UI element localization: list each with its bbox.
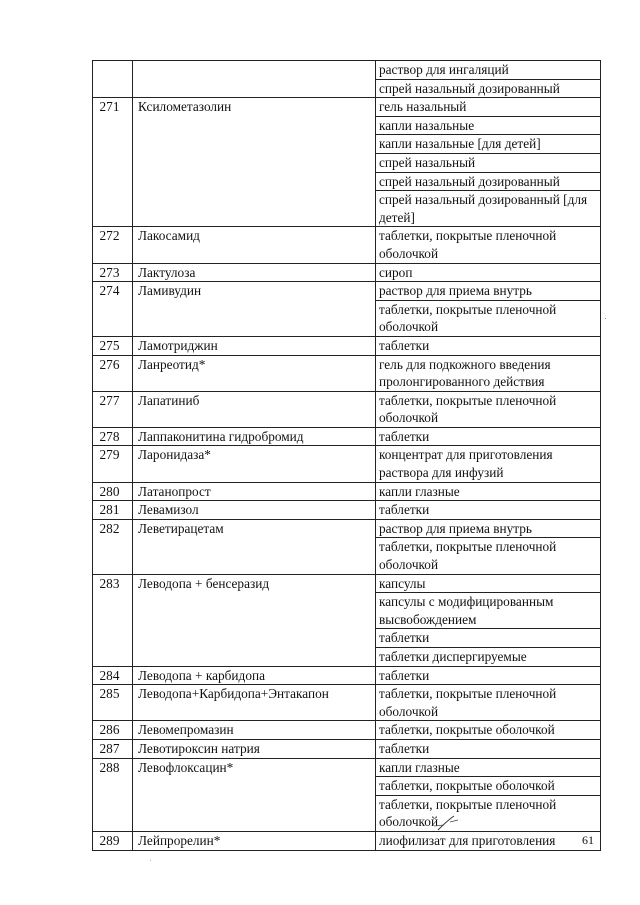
row-number: 285 bbox=[93, 685, 133, 721]
row-number: 282 bbox=[93, 519, 133, 574]
dosage-form: капли глазные bbox=[379, 483, 460, 499]
dosage-forms-cell bbox=[376, 482, 601, 501]
dosage-form: гель назальный bbox=[379, 99, 467, 115]
row-number: 283 bbox=[93, 574, 133, 666]
drug-name: Ланреотид* bbox=[133, 355, 376, 391]
dosage-forms-cell bbox=[376, 758, 601, 831]
row-number: 284 bbox=[93, 666, 133, 685]
dosage-form: таблетки bbox=[379, 740, 430, 756]
dosage-form: раствор для приема внутрь bbox=[379, 283, 532, 299]
dosage-form: капли назальные bbox=[376, 116, 600, 135]
dosage-forms-cell bbox=[376, 666, 601, 685]
row-number: 279 bbox=[93, 446, 133, 482]
dosage-form: спрей назальный bbox=[376, 153, 600, 172]
table-row bbox=[93, 391, 601, 427]
dosage-form: таблетки, покрытые пленочной оболочкой bbox=[376, 537, 600, 573]
table-row bbox=[93, 263, 601, 282]
table-row bbox=[93, 574, 601, 666]
dosage-forms-cell bbox=[376, 391, 601, 427]
row-number: 275 bbox=[93, 336, 133, 355]
dosage-forms-cell bbox=[376, 263, 601, 282]
dosage-forms-cell bbox=[376, 282, 601, 337]
row-number: 286 bbox=[93, 721, 133, 740]
dosage-form: таблетки, покрытые пленочной оболочкой bbox=[376, 795, 600, 831]
drug-name: Леводопа + карбидопа bbox=[133, 666, 376, 685]
table-row bbox=[93, 685, 601, 721]
dosage-form: таблетки bbox=[379, 428, 430, 444]
table-row bbox=[93, 98, 601, 227]
drug-name bbox=[133, 61, 376, 98]
dosage-form: таблетки bbox=[379, 337, 430, 353]
table-row bbox=[93, 739, 601, 758]
row-number: 277 bbox=[93, 391, 133, 427]
table-row bbox=[93, 446, 601, 482]
row-number: 281 bbox=[93, 501, 133, 520]
dosage-form: капли глазные bbox=[379, 759, 460, 775]
dosage-forms-cell bbox=[376, 501, 601, 520]
drug-name: Лактулоза bbox=[133, 263, 376, 282]
table-row bbox=[93, 519, 601, 574]
dosage-form: таблетки, покрытые пленочной оболочкой bbox=[376, 300, 600, 336]
table-row bbox=[93, 61, 601, 98]
dosage-forms-cell bbox=[376, 355, 601, 391]
dosage-form: спрей назальный дозированный [для детей] bbox=[376, 190, 600, 226]
dosage-form: капли назальные [для детей] bbox=[376, 134, 600, 153]
dosage-forms-cell bbox=[376, 685, 601, 721]
table-row bbox=[93, 831, 601, 850]
table-row bbox=[93, 482, 601, 501]
pen-mark-icon bbox=[432, 810, 472, 834]
dosage-forms-cell bbox=[376, 227, 601, 263]
dosage-forms-cell bbox=[376, 519, 601, 574]
table-row bbox=[93, 336, 601, 355]
row-number: 272 bbox=[93, 227, 133, 263]
dosage-form: раствор для ингаляций bbox=[379, 62, 509, 77]
dosage-form: таблетки диспергируемые bbox=[376, 647, 600, 666]
drug-name: Ксилометазолин bbox=[133, 98, 376, 227]
table-row bbox=[93, 666, 601, 685]
row-number: 271 bbox=[93, 98, 133, 227]
drug-name: Леводопа+Карбидопа+Энтакапон bbox=[133, 685, 376, 721]
table-row bbox=[93, 355, 601, 391]
dosage-form: спрей назальный дозированный bbox=[376, 79, 600, 98]
table-row bbox=[93, 501, 601, 520]
dosage-forms-cell bbox=[376, 427, 601, 446]
dosage-form: гель для подкожного введения пролонгированного действия bbox=[379, 356, 551, 390]
scan-speck bbox=[150, 860, 151, 861]
drug-name: Лапатиниб bbox=[133, 391, 376, 427]
drug-name: Ламотриджин bbox=[133, 336, 376, 355]
row-number: 276 bbox=[93, 355, 133, 391]
dosage-form: спрей назальный дозированный bbox=[376, 172, 600, 191]
drug-name: Леводопа + бенсеразид bbox=[133, 574, 376, 666]
dosage-form: капсулы с модифицированным высвобождением bbox=[376, 592, 600, 628]
dosage-forms-cell bbox=[376, 61, 601, 98]
dosage-form: капсулы bbox=[379, 575, 426, 591]
drug-name: Левофлоксацин* bbox=[133, 758, 376, 831]
dosage-form: сироп bbox=[379, 264, 413, 280]
drug-name: Лейпрорелин* bbox=[133, 831, 376, 850]
row-number bbox=[93, 61, 133, 98]
dosage-form: таблетки bbox=[379, 667, 430, 683]
medicines-table bbox=[92, 60, 601, 851]
table-row bbox=[93, 227, 601, 263]
drug-name: Лаппаконитина гидробромид bbox=[133, 427, 376, 446]
dosage-forms-cell bbox=[376, 98, 601, 227]
dosage-form: таблетки, покрытые пленочной оболочкой bbox=[379, 686, 557, 719]
dosage-form: раствор для приема внутрь bbox=[379, 520, 532, 536]
dosage-forms-cell bbox=[376, 721, 601, 740]
table-row bbox=[93, 758, 601, 831]
table-body bbox=[93, 61, 601, 851]
dosage-forms-cell bbox=[376, 446, 601, 482]
dosage-form: таблетки, покрытые пленочной оболочкой bbox=[379, 392, 557, 426]
dosage-forms-cell bbox=[376, 574, 601, 666]
dosage-form: таблетки, покрытые оболочкой bbox=[376, 776, 600, 795]
row-number: 287 bbox=[93, 739, 133, 758]
row-number: 289 bbox=[93, 831, 133, 850]
dosage-form: таблетки bbox=[379, 502, 430, 518]
table-row bbox=[93, 282, 601, 337]
drug-name: Ларонидаза* bbox=[133, 446, 376, 482]
dosage-form: концентрат для приготовления раствора для инфузий bbox=[379, 447, 553, 481]
dosage-form: лиофилизат для приготовления bbox=[379, 832, 556, 848]
drug-name: Латанопрост bbox=[133, 482, 376, 501]
drug-name: Левамизол bbox=[133, 501, 376, 520]
dosage-forms-cell bbox=[376, 336, 601, 355]
dosage-forms-cell bbox=[376, 739, 601, 758]
table-row bbox=[93, 721, 601, 740]
page-number: 61 bbox=[582, 833, 594, 847]
row-number: 278 bbox=[93, 427, 133, 446]
dosage-form: таблетки, покрытые пленочной оболочкой bbox=[379, 228, 557, 261]
dosage-form: таблетки bbox=[376, 628, 600, 647]
row-number: 274 bbox=[93, 282, 133, 337]
drug-name: Левомепромазин bbox=[133, 721, 376, 740]
drug-name: Левотироксин натрия bbox=[133, 739, 376, 758]
drug-name: Леветирацетам bbox=[133, 519, 376, 574]
row-number: 273 bbox=[93, 263, 133, 282]
dosage-form: таблетки, покрытые оболочкой bbox=[379, 722, 555, 738]
drug-name: Лакосамид bbox=[133, 227, 376, 263]
scan-speck bbox=[605, 318, 606, 319]
table-row bbox=[93, 427, 601, 446]
dosage-forms-cell bbox=[376, 831, 601, 850]
row-number: 288 bbox=[93, 758, 133, 831]
drug-name: Ламивудин bbox=[133, 282, 376, 337]
row-number: 280 bbox=[93, 482, 133, 501]
